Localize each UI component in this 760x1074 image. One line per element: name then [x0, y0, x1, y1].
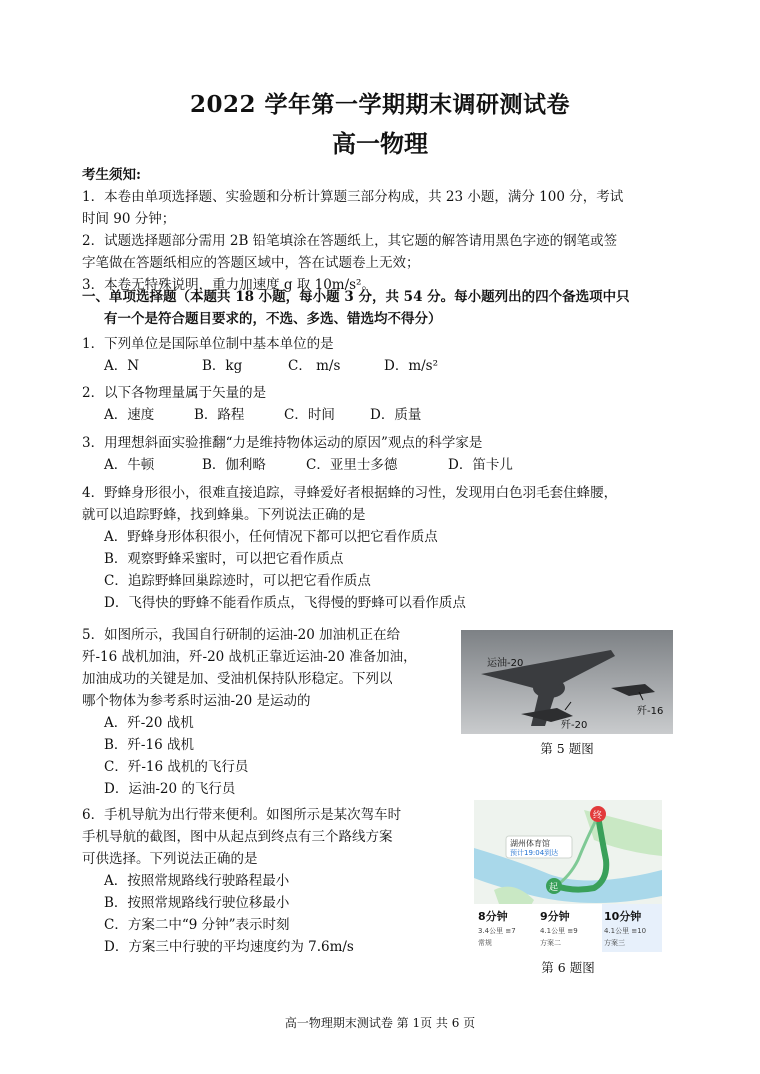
q4-option-c[interactable]: C．追踪野蜂回巢踪迹时，可以把它看作质点	[104, 573, 371, 589]
q1-stem: 1．下列单位是国际单位制中基本单位的是	[82, 336, 334, 352]
route-1-name: 常规	[478, 939, 492, 947]
q3-option-c[interactable]: C．亚里士多德	[306, 457, 398, 473]
notice-line-1: 1．本卷由单项选择题、实验题和分析计算题三部分构成，共 23 小题，满分 100 分，考试	[82, 189, 624, 205]
q4-option-b[interactable]: B．观察野蜂采蜜时，可以把它看作质点	[104, 551, 344, 567]
q2-stem: 2．以下各物理量属于矢量的是	[82, 385, 267, 401]
q4-stem-2: 就可以追踪野蜂，找到蜂巢。下列说法正确的是	[82, 507, 366, 523]
q6-figure	[474, 800, 662, 952]
q2-option-a[interactable]: A．速度	[104, 407, 155, 423]
q6-stem-1: 6．手机导航为出行带来便利。如图所示是某次驾车时	[82, 807, 402, 823]
q2-option-d[interactable]: D．质量	[370, 407, 422, 423]
q5-stem-3: 加油成功的关键是加、受油机保持队形稳定。下列以	[82, 671, 393, 687]
q5-stem-2: 歼-16 战机加油，歼-20 战机正靠近运油-20 准备加油，	[82, 649, 417, 665]
q6-option-a[interactable]: A．按照常规路线行驶路程最小	[104, 873, 290, 889]
exam-title: 2022 学年第一学期期末调研测试卷	[189, 91, 571, 118]
q3-options	[82, 454, 682, 476]
route-1-detail: 3.4公里 ≡7	[478, 927, 516, 935]
q1-option-b[interactable]: B．kg	[202, 358, 243, 374]
route-3-name: 方案三	[604, 939, 625, 947]
question-1	[82, 333, 682, 377]
question-4	[82, 482, 682, 614]
destination-eta: 预计19:04到达	[510, 849, 559, 857]
q4-stem-1: 4．野蜂身形很小，很难直接追踪，寻蜂爱好者根据蜂的习性，发现用白色羽毛套住蜂腰，	[82, 485, 618, 501]
exam-subject: 高一物理	[332, 129, 428, 158]
route-3-detail: 4.1公里 ≡10	[604, 927, 647, 935]
q5-stem-4: 哪个物体为参考系时运油-20 是运动的	[82, 693, 311, 709]
q5-option-a[interactable]: A．歼-20 战机	[104, 715, 194, 731]
q5-option-b[interactable]: B．歼-16 战机	[104, 737, 194, 753]
j16-label: 歼-16	[637, 706, 664, 717]
route-2-time: 9分钟	[540, 910, 570, 923]
q5-caption: 第 5 题图	[540, 741, 594, 756]
question-2	[82, 382, 682, 426]
q6-option-d[interactable]: D．方案三中行驶的平均速度约为 7.6m/s	[104, 939, 354, 955]
route-3-time: 10分钟	[604, 910, 642, 923]
q5-option-c[interactable]: C．歼-16 战机的飞行员	[104, 759, 249, 775]
route-2-detail: 4.1公里 ≡9	[540, 927, 578, 935]
q4-option-a[interactable]: A．野蜂身形体积很小，任何情况下都可以把它看作质点	[104, 529, 438, 545]
q3-option-d[interactable]: D．笛卡儿	[448, 457, 513, 473]
q1-option-c[interactable]: C． m/s	[288, 358, 341, 374]
destination-name: 湖州体育馆	[510, 839, 550, 848]
svg-text:起: 起	[549, 883, 559, 893]
q5-stem-1: 5．如图所示，我国自行研制的运油-20 加油机正在给	[82, 627, 401, 643]
q3-stem: 3．用理想斜面实验推翻“力是维持物体运动的原因”观点的科学家是	[82, 435, 483, 451]
q2-options	[82, 404, 682, 426]
q5-option-d[interactable]: D．运油-20 的飞行员	[104, 781, 236, 797]
question-6	[82, 804, 462, 958]
svg-text:终: 终	[593, 811, 603, 821]
q6-stem-3: 可供选择。下列说法正确的是	[82, 851, 258, 867]
notice-block	[82, 164, 682, 296]
notice-line-3: 2．试题选择题部分需用 2B 铅笔填涂在答题纸上，其它题的解答请用黑色字迹的钢笔或签	[82, 233, 618, 249]
j20-label: 歼-20	[561, 720, 588, 731]
q5-aircraft-image	[461, 630, 673, 734]
question-3	[82, 432, 682, 476]
q1-option-a[interactable]: A．N	[104, 358, 140, 374]
tanker-label: 运油-20	[487, 658, 524, 669]
q5-figure	[461, 630, 673, 734]
q6-stem-2: 手机导航的截图，图中从起点到终点有三个路线方案	[82, 829, 393, 845]
q1-option-d[interactable]: D．m/s²	[384, 358, 439, 374]
q6-option-b[interactable]: B．按照常规路线行驶位移最小	[104, 895, 290, 911]
q4-option-d[interactable]: D．飞得快的野蜂不能看作质点，飞得慢的野蜂可以看作质点	[104, 595, 466, 611]
q2-option-c[interactable]: C．时间	[284, 407, 335, 423]
notice-line-5: 3．本卷无特殊说明，重力加速度 g 取 10m/s²。	[82, 277, 375, 293]
q3-option-b[interactable]: B．伽利略	[202, 457, 266, 473]
route-1-time: 8分钟	[478, 910, 508, 923]
notice-heading: 考生须知:	[82, 167, 141, 183]
q1-options	[82, 355, 682, 377]
q2-option-b[interactable]: B．路程	[194, 407, 245, 423]
route-2-name: 方案二	[540, 939, 561, 947]
q6-option-c[interactable]: C．方案二中“9 分钟”表示时刻	[104, 917, 290, 933]
q3-option-a[interactable]: A．牛顿	[104, 457, 155, 473]
section-line-2: 有一个是符合题目要求的，不选、多选、错选均不得分）	[104, 311, 442, 327]
q6-map-image	[474, 800, 662, 952]
section-heading	[82, 286, 682, 330]
question-5	[82, 624, 462, 800]
q6-caption: 第 6 题图	[541, 960, 595, 975]
notice-line-2: 时间 90 分钟；	[82, 211, 176, 227]
page-footer: 高一物理期末测试卷 第 1页 共 6 页	[284, 1016, 476, 1030]
notice-line-4: 字笔做在答题纸相应的答题区域中，答在试题卷上无效；	[82, 255, 420, 271]
section-line-1: 一、单项选择题（本题共 18 小题，每小题 3 分，共 54 分。每小题列出的四个备选项中只	[82, 289, 630, 305]
